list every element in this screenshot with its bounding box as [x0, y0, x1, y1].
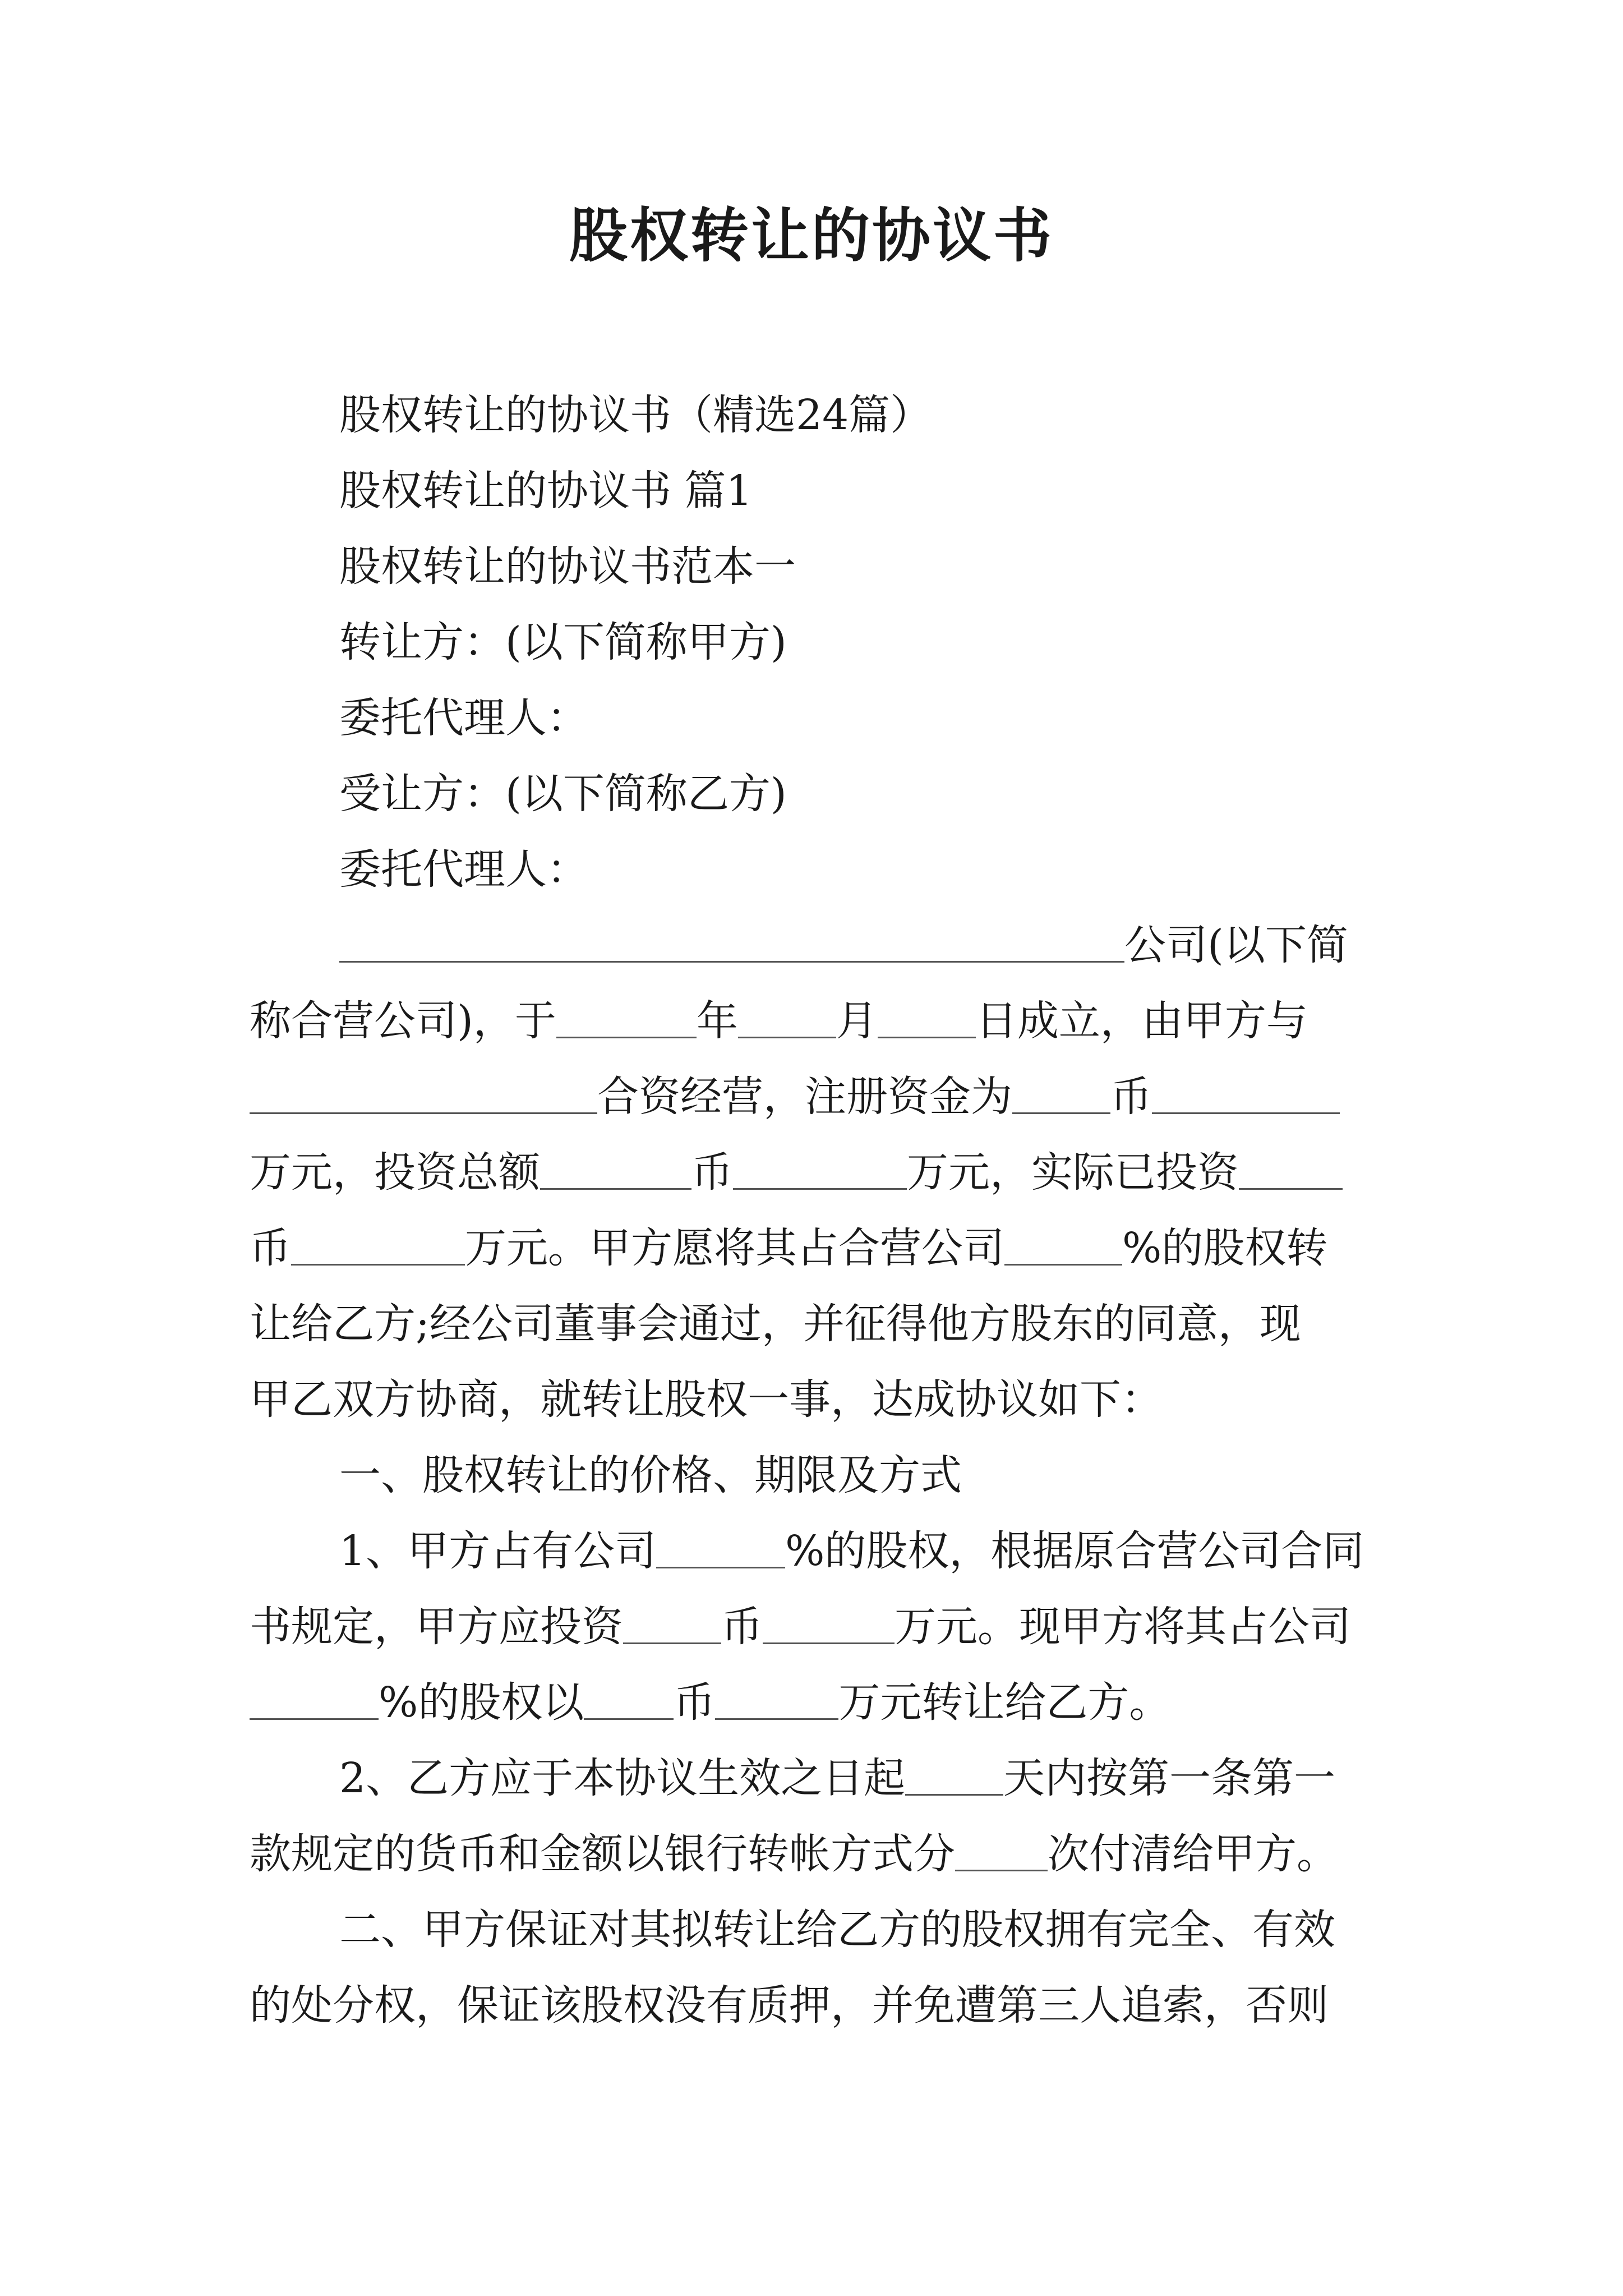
para1-text: 币: [250, 1224, 291, 1272]
blank-currency: [623, 1609, 721, 1644]
para1-text: 万元，实际已投资: [907, 1148, 1239, 1197]
para1-row2: [250, 990, 1377, 1052]
para1-text: 万元。甲方愿将其占合营公司: [465, 1224, 1004, 1272]
blank-partner: [250, 1079, 597, 1114]
transferee-line: 受让方：(以下简称乙方): [339, 770, 787, 818]
para1-text: 年: [696, 997, 738, 1045]
para1-text: 称合营公司)，于: [250, 997, 556, 1045]
item1-text: 币: [674, 1678, 716, 1727]
para1-row4: [250, 1142, 1377, 1203]
item1-row1: [250, 1520, 1377, 1582]
para1-text: 币: [691, 1148, 733, 1197]
section-heading-1: 一、股权转让的价格、期限及方式: [339, 1451, 962, 1499]
blank-month: [738, 1003, 836, 1038]
para1-row1: [250, 914, 1377, 976]
blank-amount: [733, 1154, 907, 1190]
blank-amount: [291, 1230, 465, 1266]
item2-text: 2、乙方应于本协议生效之日起: [339, 1754, 906, 1802]
item1-row3: [250, 1672, 1377, 1733]
section-2-row2: 的处分权，保证该股权没有质押，并免遭第三人追索，否则: [250, 1981, 1329, 2030]
item1-text: 书规定，甲方应投资: [250, 1603, 623, 1651]
blank-day: [878, 1003, 976, 1038]
item2-text: 次付清给甲方。: [1048, 1830, 1338, 1878]
blank-percent: [250, 1685, 379, 1720]
item1-text: 币: [721, 1603, 763, 1651]
blank-amount: [1152, 1079, 1340, 1114]
blank-installments: [955, 1836, 1048, 1871]
blank-year: [556, 1003, 697, 1038]
transferor-line: 转让方：(以下简称甲方): [339, 618, 787, 666]
section-2-row1: 二、甲方保证对其拟转让给乙方的股权拥有完全、有效: [339, 1906, 1335, 1954]
blank-amount: [715, 1685, 838, 1720]
para1-text: 公司(以下简: [1124, 921, 1348, 969]
blank-company-name: [339, 927, 1124, 963]
para1-text: 万元，投资总额: [250, 1148, 540, 1197]
para1-text: %的股权转: [1122, 1224, 1328, 1272]
item1-text: 万元转让给乙方。: [838, 1678, 1171, 1727]
item2-text: 天内按第一条第一: [1003, 1754, 1336, 1802]
blank-days: [905, 1760, 1003, 1796]
subtitle-line: 股权转让的协议书（精选24篇）: [339, 391, 932, 439]
chapter-heading: 股权转让的协议书 篇1: [339, 467, 753, 515]
blank-currency: [540, 1154, 691, 1190]
agent-line-1: 委托代理人：: [339, 694, 588, 742]
blank-percent: [656, 1533, 785, 1568]
item2-row2: [250, 1823, 1377, 1885]
item1-text: 1、甲方占有公司: [339, 1527, 657, 1575]
item2-text: 款规定的货币和金额以银行转帐方式分: [250, 1830, 955, 1878]
blank-amount: [763, 1609, 895, 1644]
para1-text: 合资经营，注册资金为: [597, 1073, 1012, 1121]
para1-row6: 让给乙方;经公司董事会通过，并征得他方股东的同意，现: [250, 1300, 1301, 1348]
agent-line-2: 委托代理人：: [339, 845, 588, 894]
item1-row2: [250, 1596, 1377, 1658]
item1-text: %的股权以: [379, 1678, 584, 1727]
blank-percent: [1004, 1230, 1122, 1266]
para1-row3: [250, 1066, 1377, 1128]
para1-row7: 甲乙双方协商，就转让股权一事，达成协议如下：: [250, 1375, 1163, 1424]
item2-row1: [250, 1747, 1377, 1809]
blank-currency: [1012, 1079, 1110, 1114]
item1-text: %的股权，根据原合营公司合同: [785, 1527, 1364, 1575]
para1-text: 日成立，由甲方与: [975, 997, 1308, 1045]
para1-row5: [250, 1217, 1377, 1279]
blank-currency: [584, 1685, 674, 1720]
item1-text: 万元。现甲方将其占公司: [895, 1603, 1351, 1651]
para1-text: 月: [836, 997, 878, 1045]
document-title: 股权转让的协议书: [569, 201, 1054, 270]
blank-currency: [1239, 1154, 1343, 1190]
para1-text: 币: [1110, 1073, 1152, 1121]
sample-heading: 股权转让的协议书范本一: [339, 542, 796, 591]
